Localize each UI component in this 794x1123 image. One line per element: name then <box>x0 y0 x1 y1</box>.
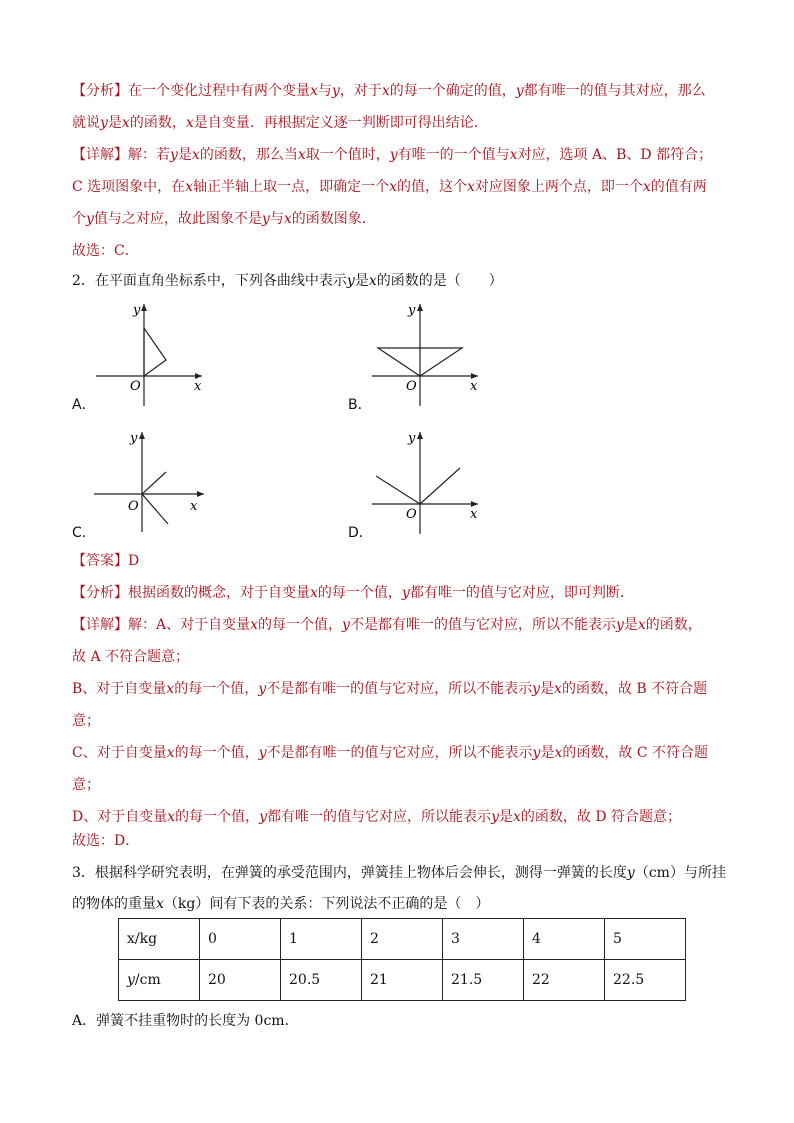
q2-detail-line5: C、对于自变量x的每一个值，y不是都有唯一的值与它对应，所以不能表示y是x的函数，故 C 不符合题 <box>72 745 708 761</box>
analysis-tag: 【分析】 <box>72 585 128 601</box>
graph-a <box>90 298 210 410</box>
graph-c <box>90 426 210 538</box>
q2-analysis: 【分析】根据函数的概念，对于自变量x的每一个值，y都有唯一的值与它对应，即可判断． <box>72 585 634 601</box>
q2-answer <box>72 552 139 570</box>
curve-c <box>142 472 168 524</box>
table-cell: 2 <box>362 919 443 960</box>
q2-choice: 故选：D． <box>72 833 140 849</box>
table-cell: 0 <box>200 919 281 960</box>
table-cell: 4 <box>524 919 605 960</box>
curve-d <box>376 468 460 504</box>
table-cell: 1 <box>281 919 362 960</box>
q2-detail-line6: 意； <box>72 777 100 793</box>
x-axis-label: x <box>470 379 478 394</box>
y-axis-label: y <box>408 303 416 318</box>
y-axis-arrow-icon <box>139 432 145 439</box>
x-axis-label: x <box>190 499 198 514</box>
table-cell: 3 <box>443 919 524 960</box>
option-a-label: A． <box>72 397 96 413</box>
table-cell: 21 <box>362 960 443 1001</box>
table-cell: 22.5 <box>605 960 686 1001</box>
q3-option-a: A．弹簧不挂重物时的长度为 0cm． <box>72 1013 299 1029</box>
graph-b <box>368 298 488 410</box>
x-axis-arrow-icon <box>197 491 204 497</box>
q3-stem-line2: 的物体的重量x（kg）间有下表的关系：下列说法不正确的是（ ） <box>72 896 490 912</box>
curve-a <box>144 328 166 376</box>
graph-d <box>368 426 488 538</box>
q2-stem: 2．在平面直角坐标系中，下列各曲线中表示y是x的函数的是（ ） <box>72 273 503 289</box>
table-cell: 5 <box>605 919 686 960</box>
y-axis-label: y <box>133 303 141 318</box>
q1-analysis-line2: 就说y是x的函数，x是自变量．再根据定义逐一判断即可得出结论． <box>72 115 488 131</box>
answer-value: D <box>128 553 140 569</box>
origin-label: O <box>128 499 139 514</box>
q3-data-table <box>118 918 686 1001</box>
table-header-x: x/kg <box>119 919 200 960</box>
q2-detail-line3: B、对于自变量x的每一个值，y不是都有唯一的值与它对应，所以不能表示y是x的函数，故 B 不符合题 <box>72 681 708 697</box>
option-d-label: D． <box>348 525 373 541</box>
q2-detail-line7: D、对于自变量x的每一个值，y都有唯一的值与它对应，所以能表示y是x的函数，故 D 符合题意； <box>72 809 682 825</box>
y-axis-arrow-icon <box>141 304 147 311</box>
table-cell: 20 <box>200 960 281 1001</box>
q1-detail-line2: C 选项图象中，在x轴正半轴上取一点，即确定一个x的值，这个x对应图象上两个点，即一个x的值有两 <box>72 179 707 195</box>
q2-detail-line4: 意； <box>72 713 100 729</box>
analysis-tag: 【分析】 <box>72 83 128 99</box>
q2-detail-line1: 【详解】解：A、对于自变量x的每一个值，y不是都有唯一的值与它对应，所以不能表示y是x的函数， <box>72 617 702 633</box>
option-b-label: B． <box>348 397 372 413</box>
table-header-y: y/cm <box>119 960 200 1001</box>
origin-label: O <box>406 379 417 394</box>
q2-detail-line2: 故 A 不符合题意； <box>72 649 190 665</box>
x-axis-label: x <box>470 507 478 522</box>
table-cell: 21.5 <box>443 960 524 1001</box>
table-row-y <box>119 960 686 1001</box>
table-cell: 22 <box>524 960 605 1001</box>
q1-choice: 故选：C． <box>72 243 139 259</box>
q3-stem-line1: 3．根据科学研究表明，在弹簧的承受范围内，弹簧挂上物体后会伸长，测得一弹簧的长度y（cm）与所挂 <box>72 865 726 881</box>
y-axis-label: y <box>408 431 416 446</box>
q1-detail-line1: 【详解】解：若y是x的函数，那么当x取一个值时，y有唯一的一个值与x对应，选项 A、B、D 都符合； <box>72 147 713 163</box>
answer-tag: 【答案】 <box>72 553 128 569</box>
table-cell: 20.5 <box>281 960 362 1001</box>
x-axis-label: x <box>194 379 202 394</box>
q1-detail-line3: 个y值与之对应，故此图象不是y与x的函数图象． <box>72 211 376 227</box>
y-axis-arrow-icon <box>417 304 423 311</box>
origin-label: O <box>406 507 417 522</box>
origin-label: O <box>130 379 141 394</box>
detail-tag: 【详解】 <box>72 147 128 163</box>
q1-analysis-line1: 【分析】在一个变化过程中有两个变量x与y，对于x的每一个确定的值，y都有唯一的值与其对应，那么 <box>72 83 706 99</box>
detail-tag: 【详解】 <box>72 617 128 633</box>
y-axis-label: y <box>130 431 138 446</box>
table-row-x <box>119 919 686 960</box>
option-c-label: C． <box>72 525 96 541</box>
y-axis-arrow-icon <box>417 432 423 439</box>
